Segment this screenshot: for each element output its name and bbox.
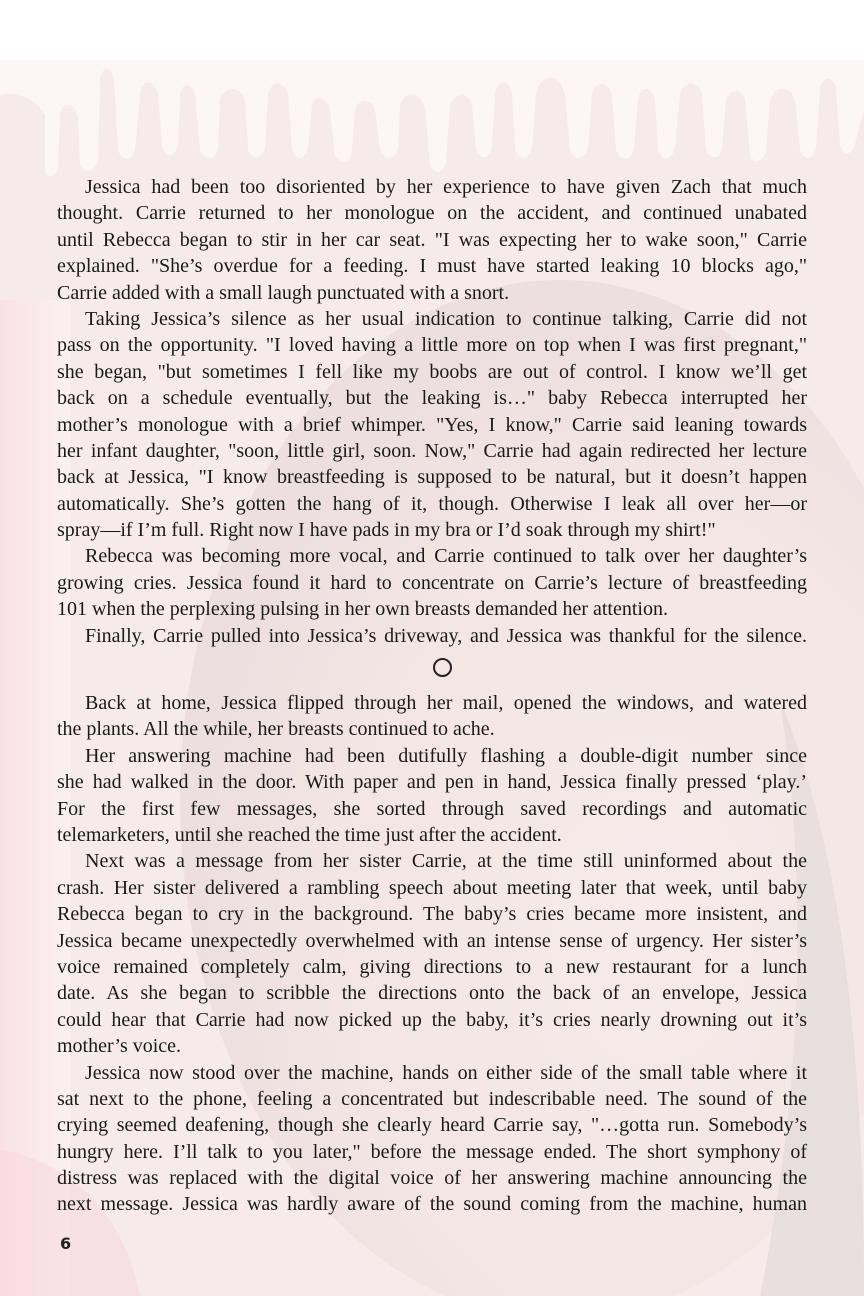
text-line: 101 when the perplexing pulsing in her own breasts demanded her attention.	[57, 598, 668, 621]
text-line: sat next to the phone, feeling a concentrated but indescribable need. The sound of the	[57, 1087, 807, 1110]
text-line: voice remained completely calm, giving directions to a new restaurant for a lunch	[57, 955, 807, 978]
text-line: Jessica had been too disoriented by her experience to have given Zach that much	[85, 176, 807, 198]
text-line: Rebecca began to cry in the background. The baby’s cries became more insistent, and	[57, 903, 807, 926]
paragraph	[57, 1060, 807, 1218]
text-line: date. As she began to scribble the directions onto the back of an envelope, Jessica	[57, 982, 807, 1005]
text-line: crash. Her sister delivered a rambling speech about meeting later that week, until baby	[57, 876, 807, 899]
text-line: Jessica now stood over the machine, hands on either side of the small table where it	[85, 1061, 807, 1084]
text-line: back on a schedule eventually, but the leaking is…" baby Rebecca interrupted her	[57, 387, 807, 410]
paragraph	[57, 543, 807, 622]
text-line: could hear that Carrie had now picked up the baby, it’s cries nearly drowning out it’s	[57, 1008, 807, 1031]
text-line: next message. Jessica was hardly aware of the sound coming from the machine, human	[57, 1193, 807, 1216]
text-line: telemarketers, until she reached the time just after the accident.	[57, 823, 562, 846]
text-line: thought. Carrie returned to her monologue on the accident, and continued unabated	[57, 202, 807, 225]
paragraph	[57, 848, 807, 1059]
text-line: growing cries. Jessica found it hard to concentrate on Carrie’s lecture of breastfeeding	[57, 571, 807, 594]
paragraph	[57, 743, 807, 849]
text-line: Rebecca was becoming more vocal, and Carrie continued to talk over her daughter’s	[85, 545, 807, 568]
circle-ornament-icon	[433, 658, 452, 677]
text-line: automatically. She’s gotten the hang of it, though. Otherwise I leak all over her—or	[57, 492, 807, 515]
text-line: explained. "She’s overdue for a feeding. I must have started leaking 10 blocks ago,"	[57, 255, 807, 278]
text-line: For the first few messages, she sorted through saved recordings and automatic	[57, 797, 807, 820]
section-1	[57, 174, 807, 649]
text-line: her infant daughter, "soon, little girl, soon. Now," Carrie had again redirected her lecture	[57, 439, 807, 462]
text-line: pass on the opportunity. "I loved having a little more on top when I was first pregnant,"	[57, 334, 807, 357]
section-break	[57, 649, 807, 690]
text-line: crying seemed deafening, though she clearly heard Carrie say, "…gotta run. Somebody’s	[57, 1114, 807, 1137]
text-line: distress was replaced with the digital voice of her answering machine announcing the	[57, 1167, 807, 1190]
text-line: Her answering machine had been dutifully flashing a double-digit number since	[85, 744, 807, 767]
text-line: the plants. All the while, her breasts continued to ache.	[57, 718, 495, 741]
text-line: Back at home, Jessica flipped through her mail, opened the windows, and watered	[85, 692, 807, 715]
text-line: Carrie added with a small laugh punctuated with a snort.	[57, 281, 510, 304]
text-line: back at Jessica, "I know breastfeeding is supposed to be natural, but it doesn’t happen	[57, 466, 807, 489]
paragraph	[57, 690, 807, 743]
text-line: Jessica became unexpectedly overwhelmed with an intense sense of urgency. Her sister’s	[57, 929, 807, 952]
text-line: until Rebecca began to stir in her car seat. "I was expecting her to wake soon," Carrie	[57, 228, 807, 251]
text-line: Next was a message from her sister Carrie, at the time still uninformed about the	[85, 850, 807, 873]
text-line: Finally, Carrie pulled into Jessica’s driveway, and Jessica was thankful for the silence.	[85, 624, 807, 647]
text-line: spray—if I’m full. Right now I have pads in my bra or I’d soak through my shirt!"	[57, 519, 716, 542]
paragraph	[57, 306, 807, 544]
text-line: she began, "but sometimes I fell like my boobs are out of control. I know we’ll get	[57, 360, 807, 383]
text-line: mother’s voice.	[57, 1035, 182, 1058]
page-number: 6	[60, 1234, 72, 1253]
text-line: she had walked in the door. With paper and pen in hand, Jessica finally pressed ‘play.’	[57, 771, 807, 794]
paragraph	[57, 623, 807, 649]
page-body	[57, 174, 807, 1218]
text-line: hungry here. I’ll talk to you later," before the message ended. The short symphony of	[57, 1140, 807, 1163]
text-line: Taking Jessica’s silence as her usual indication to continue talking, Carrie did not	[85, 307, 807, 330]
section-2	[57, 690, 807, 1218]
text-line: mother’s monologue with a brief whimper. "Yes, I know," Carrie said leaning towards	[57, 413, 807, 436]
paragraph	[57, 174, 807, 306]
